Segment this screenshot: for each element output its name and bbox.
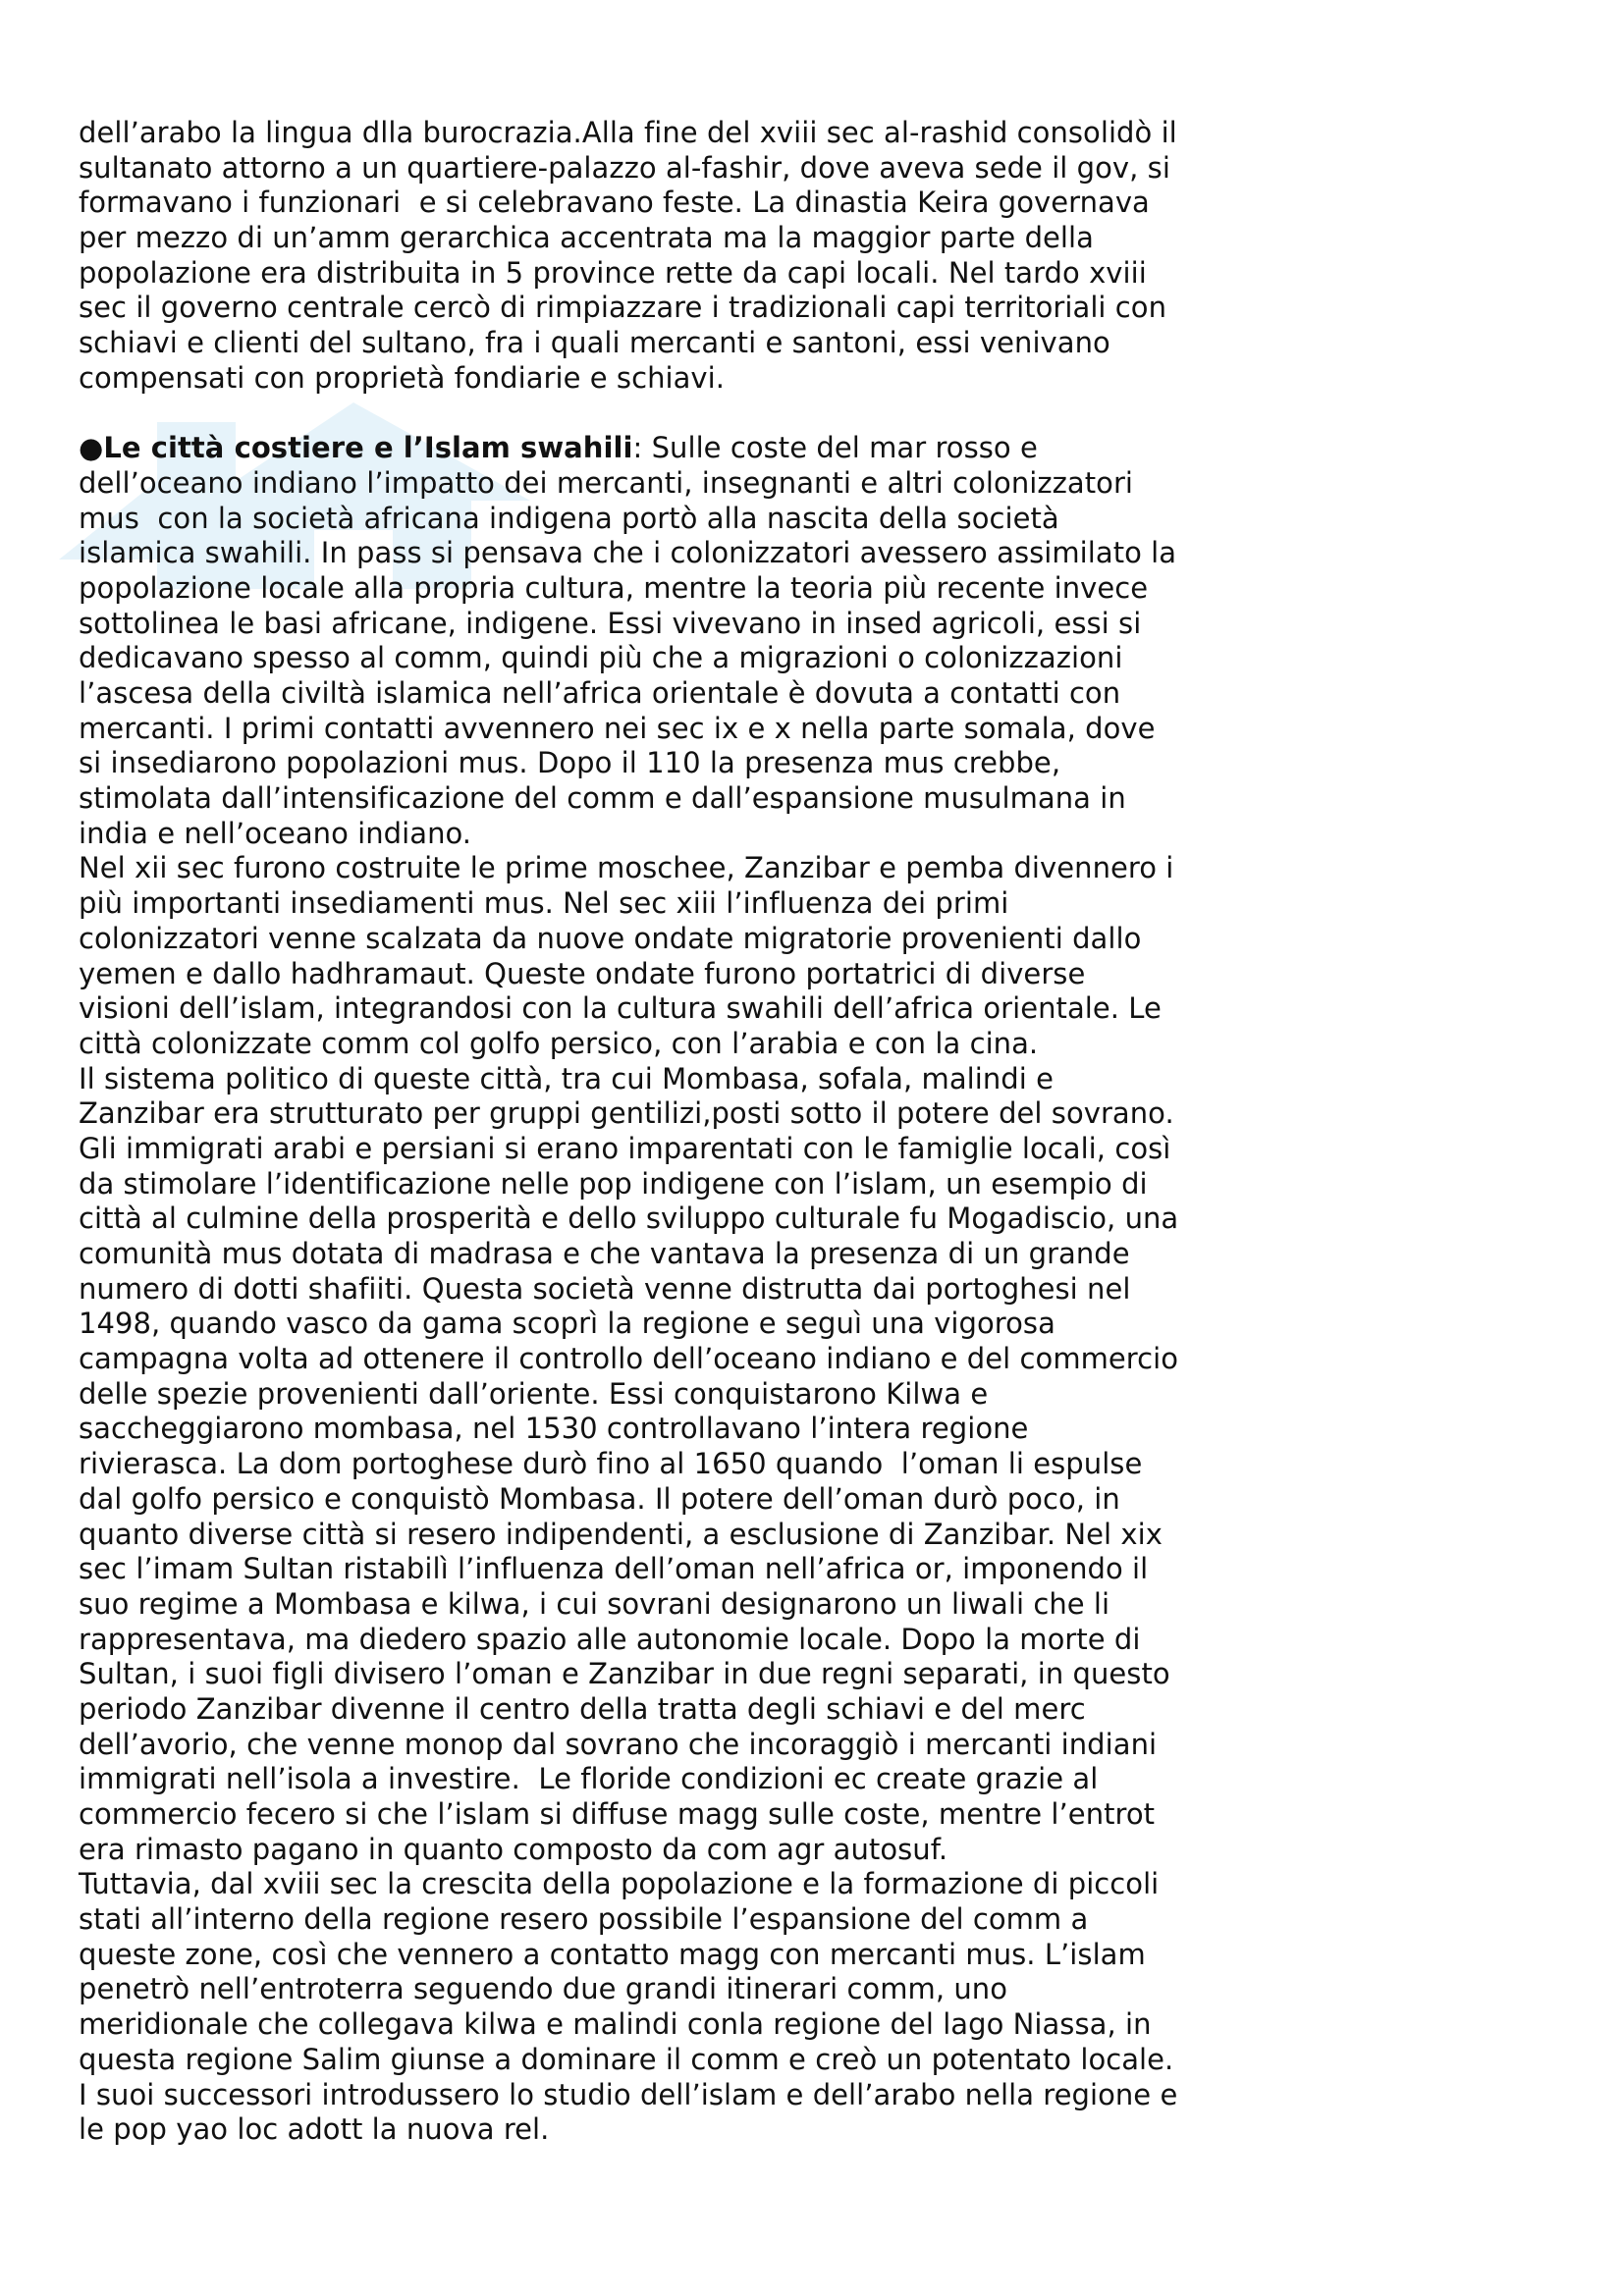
text-line: I suoi successori introdussero lo studio dell’islam e dell’arabo nella regione e [79, 2077, 1178, 2111]
text-line: città colonizzate comm col golfo persico, con l’arabia e con la cina. [79, 1026, 1039, 1060]
paragraph-swahili-islam [79, 431, 1257, 2148]
text-line: per mezzo di un’amm gerarchica accentrata ma la maggior parte della [79, 221, 1094, 255]
text-line: mus con la società africana indigena portò alla nascita della società [79, 501, 1059, 535]
text-line: dell’arabo la lingua dlla burocrazia.Alla fine del xviii sec al-rashid consolidò il [79, 116, 1177, 149]
text-line: sec l’imam Sultan ristabilì l’influenza dell’oman nell’africa or, imponendo il [79, 1552, 1149, 1586]
text-line: india e nell’oceano indiano. [79, 816, 472, 850]
text-line: popolazione era distribuita in 5 province rette da capi locali. Nel tardo xviii [79, 255, 1147, 290]
document-page [79, 116, 1257, 2148]
text-line: quanto diverse città si resero indipendenti, a esclusione di Zanzibar. Nel xix [79, 1517, 1163, 1551]
text-line: saccheggiarono mombasa, nel 1530 controllavano l’intera regione [79, 1412, 1029, 1446]
text-line: yemen e dallo hadhramaut. Queste ondate furono portatrici di diverse [79, 956, 1086, 990]
text-line: Gli immigrati arabi e persiani si erano imparentati con le famiglie locali, così [79, 1131, 1171, 1165]
text-line: Zanzibar era strutturato per gruppi gentilizi,posti sotto il potere del sovrano. [79, 1096, 1174, 1131]
text-line: delle spezie provenienti dall’oriente. Essi conquistarono Kilwa e [79, 1376, 989, 1411]
text-line: Tuttavia, dal xviii sec la crescita della popolazione e la formazione di piccoli [79, 1867, 1160, 1901]
bullet-icon: ● [79, 431, 104, 465]
text-line: era rimasto pagano in quanto composto da com agr autosuf. [79, 1832, 948, 1866]
text-line: questa regione Salim giunse a dominare il comm e creò un potentato locale. [79, 2042, 1174, 2076]
text-line: colonizzatori venne scalzata da nuove ondate migratorie provenienti dallo [79, 921, 1142, 955]
heading-line-text: : Sulle coste del mar rosso e [632, 431, 1038, 465]
text-line: rappresentava, ma diedero spazio alle autonomie locale. Dopo la morte di [79, 1622, 1141, 1656]
section-heading: Le città costiere e l’Islam swahili [103, 431, 633, 465]
text-line: campagna volta ad ottenere il controllo dell’oceano indiano e del commercio [79, 1342, 1179, 1376]
text-line: formavano i funzionari e si celebravano feste. La dinastia Keira governava [79, 186, 1150, 220]
text-line: l’ascesa della civiltà islamica nell’africa orientale è dovuta a contatti con [79, 676, 1121, 710]
text-line: periodo Zanzibar divenne il centro della tratta degli schiavi e del merc [79, 1691, 1086, 1726]
text-line: stimolata dall’intensificazione del comm e dall’espansione musulmana in [79, 781, 1126, 816]
text-line: comunità mus dotata di madrasa e che vantava la presenza di un grande [79, 1237, 1130, 1270]
text-line: Nel xii sec furono costruite le prime moschee, Zanzibar e pemba divennero i [79, 851, 1174, 885]
text-line: dell’avorio, che venne monop dal sovrano che incoraggiò i mercanti indiani [79, 1727, 1158, 1761]
text-line: meridionale che collegava kilwa e malindi conla regione del lago Niassa, in [79, 2007, 1152, 2042]
text-line: popolazione locale alla propria cultura, mentre la teoria più recente invece [79, 570, 1149, 605]
text-line: dell’oceano indiano l’impatto dei mercanti, insegnanti e altri colonizzatori [79, 465, 1134, 500]
paragraph-gap [79, 397, 1257, 432]
text-line: Sultan, i suoi figli divisero l’oman e Zanzibar in due regni separati, in questo [79, 1657, 1170, 1691]
text-line: islamica swahili. In pass si pensava che i colonizzatori avessero assimilato la [79, 536, 1177, 570]
text-line: Il sistema politico di queste città, tra cui Mombasa, sofala, malindi e [79, 1061, 1055, 1095]
text-line: le pop yao loc adott la nuova rel. [79, 2112, 550, 2147]
text-line: mercanti. I primi contatti avvennero nei sec ix e x nella parte somala, dove [79, 711, 1156, 745]
paragraph-darfur-sultanate [79, 116, 1257, 397]
text-line: suo regime a Mombasa e kilwa, i cui sovrani designarono un liwali che li [79, 1586, 1110, 1621]
text-line: compensati con proprietà fondiarie e schiavi. [79, 360, 726, 395]
text-line: queste zone, così che vennero a contatto magg con mercanti mus. L’islam [79, 1937, 1146, 1971]
text-line: 1498, quando vasco da gama scoprì la regione e seguì una vigorosa [79, 1307, 1055, 1341]
text-line: commercio fecero si che l’islam si diffuse magg sulle coste, mentre l’entrot [79, 1797, 1156, 1831]
text-line: immigrati nell’isola a investire. Le floride condizioni ec create grazie al [79, 1762, 1099, 1796]
text-line: città al culmine della prosperità e dello sviluppo culturale fu Mogadiscio, una [79, 1201, 1179, 1236]
text-line: più importanti insediamenti mus. Nel sec xiii l’influenza dei primi [79, 886, 1009, 921]
text-line: penetrò nell’entroterra seguendo due grandi itinerari comm, uno [79, 1972, 1008, 2006]
text-line: dal golfo persico e conquistò Mombasa. Il potere dell’oman durò poco, in [79, 1481, 1120, 1516]
text-line: si insediarono popolazioni mus. Dopo il 110 la presenza mus crebbe, [79, 746, 1061, 780]
text-line: sottolinea le basi africane, indigene. Essi vivevano in insed agricoli, essi si [79, 606, 1142, 640]
text-line: numero di dotti shafiiti. Questa società venne distrutta dai portoghesi nel [79, 1271, 1131, 1306]
text-line: dedicavano spesso al comm, quindi più che a migrazioni o colonizzazioni [79, 641, 1123, 675]
text-line: stati all’interno della regione resero possibile l’espansione del comm a [79, 1902, 1089, 1937]
text-line: da stimolare l’identificazione nelle pop indigene con l’islam, un esempio di [79, 1166, 1148, 1201]
text-line: schiavi e clienti del sultano, fra i quali mercanti e santoni, essi venivano [79, 326, 1110, 360]
text-line: rivierasca. La dom portoghese durò fino al 1650 quando l’oman li espulse [79, 1447, 1143, 1481]
text-line: sultanato attorno a un quartiere-palazzo al-fashir, dove aveva sede il gov, si [79, 150, 1170, 185]
text-line: sec il governo centrale cercò di rimpiazzare i tradizionali capi territoriali con [79, 291, 1167, 325]
text-line: visioni dell’islam, integrandosi con la cultura swahili dell’africa orientale. Le [79, 991, 1162, 1026]
section-heading-line [79, 431, 1257, 466]
